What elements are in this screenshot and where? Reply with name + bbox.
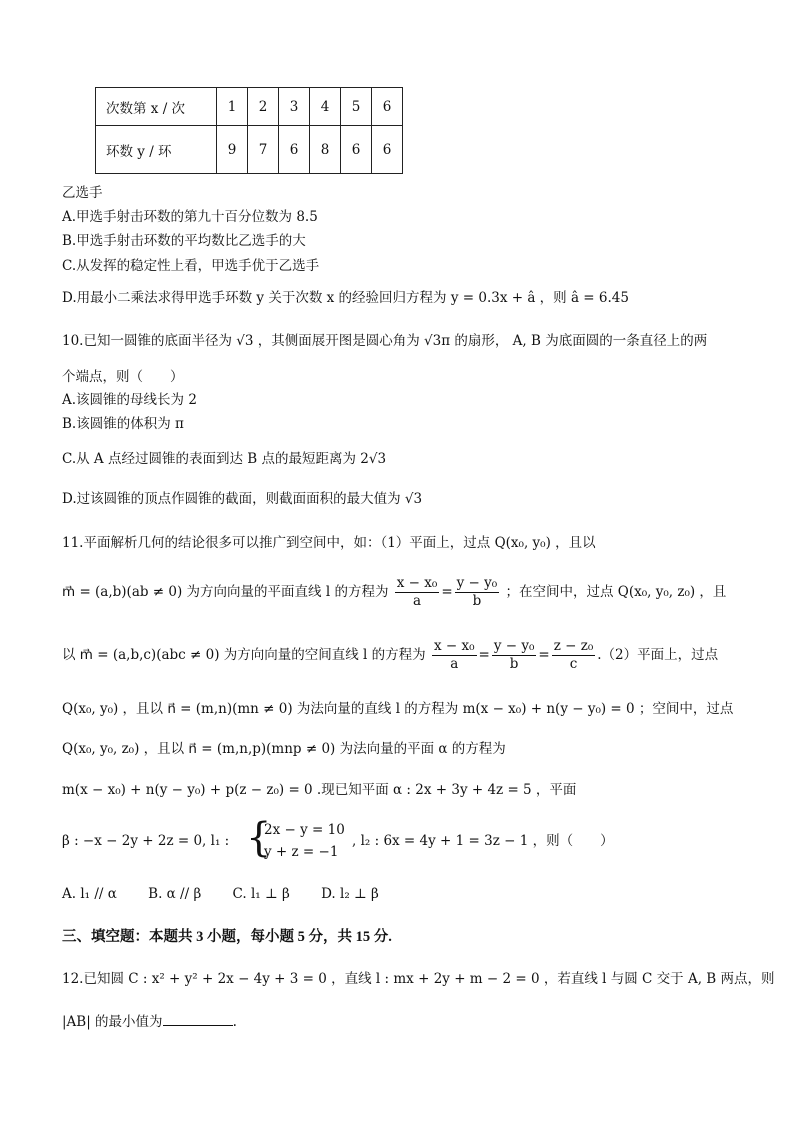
table-cell: 2 [248, 88, 279, 126]
q9-option-d: D.用最小二乘法求得甲选手环数 y 关于次数 x 的经验回归方程为 y = 0.3x + â ，则 â = 6.45 [62, 290, 629, 306]
fraction [552, 638, 596, 673]
q9-option-a: A.甲选手射击环数的第九十百分位数为 8.5 [62, 209, 318, 225]
table-header-cell: 环数 y / 环 [96, 126, 217, 174]
fraction [455, 575, 500, 610]
q12-line2-text: |AB| 的最小值为 [62, 1014, 163, 1030]
q11-line1: 11.平面解析几何的结论很多可以推广到空间中，如：（1）平面上，过点 Q(x₀, y₀) ，且以 [62, 535, 596, 551]
q10-option-b: B.该圆锥的体积为 π [62, 416, 184, 432]
denominator: a [413, 593, 422, 609]
fraction [432, 638, 477, 673]
table-cell: 5 [341, 88, 372, 126]
q11-line3: 以 m⃗ = (a,b,c)(abc ≠ 0) 为方向向量的空间直线 l 的方程为 $\frac{\text{x − x₀}}{a}$ = $\frac{\text{y − y₀}}{b}$ = $\frac{\text{z − z₀}}{c}$ .（2）平面上，过点 [62, 638, 719, 672]
q11-line2: m⃗ = (a,b)(ab ≠ 0) 为方向向量的平面直线 l 的方程为 $\frac{\text{x − x₀}}{a}$ = $\frac{\text{y − y₀}}{b}$ ；在空间中，过点 Q(x₀, y₀, z₀) ，且 [62, 575, 727, 609]
q10-option-a: A.该圆锥的母线长为 2 [62, 392, 197, 408]
shooting-data-table [95, 87, 403, 174]
table-cell: 6 [341, 126, 372, 174]
numerator: y − y₀ [493, 638, 535, 654]
table-cell: 6 [372, 88, 403, 126]
table-cell: 3 [279, 88, 310, 126]
numerator: y − y₀ [456, 575, 498, 591]
system-equation-2: y + z = −1 [264, 844, 339, 860]
q11-line4: Q(x₀, y₀) ，且以 n⃗ = (m,n)(mn ≠ 0) 为法向量的直线 l 的方程为 m(x − x₀) + n(y − y₀) = 0 ；空间中，过点 [62, 701, 734, 717]
numerator: z − z₀ [553, 638, 594, 654]
table-cell: 1 [217, 88, 248, 126]
denominator: c [569, 656, 578, 672]
q11-line2-text-a: m⃗ = (a,b)(ab ≠ 0) 为方向向量的平面直线 l 的方程为 [62, 584, 389, 600]
denominator: a [450, 656, 459, 672]
table-cell: 6 [372, 126, 403, 174]
table-row [96, 126, 403, 174]
table-cell: 9 [217, 126, 248, 174]
table-cell: 4 [310, 88, 341, 126]
q11-options: A. l₁ // α B. α // β C. l₁ ⊥ β D. l₂ ⊥ β [62, 886, 379, 902]
q10-stem-line1: 10.已知一圆锥的底面半径为 √3 ，其侧面展开图是圆心角为 √3π 的扇形， A, B 为底面圆的一条直径上的两 [62, 333, 708, 349]
q11-line6: m(x − x₀) + n(y − y₀) + p(z − z₀) = 0 .现已知平面 α : 2x + 3y + 4z = 5 ，平面 [62, 782, 577, 798]
q10-stem-line2: 个端点，则（ ） [62, 369, 184, 385]
q11-line7-a: β : −x − 2y + 2z = 0, l₁ : [62, 833, 230, 849]
table-row [96, 88, 403, 126]
q11-line2-text-b: ；在空间中，过点 Q(x₀, y₀, z₀) ，且 [505, 584, 727, 600]
q9-option-b: B.甲选手射击环数的平均数比乙选手的大 [62, 233, 306, 249]
q12-period: . [232, 1014, 237, 1030]
q11-line3-text-a: 以 m⃗ = (a,b,c)(abc ≠ 0) 为方向向量的空间直线 l 的方程为 [62, 647, 426, 663]
q11-line3-text-b: .（2）平面上，过点 [597, 647, 719, 663]
numerator: x − x₀ [396, 575, 438, 591]
section-heading: 三、填空题：本题共 3 小题，每小题 5 分，共 15 分. [62, 929, 392, 945]
table-cell: 8 [310, 126, 341, 174]
q11-line5: Q(x₀, y₀, z₀) ，且以 n⃗ = (m,n,p)(mnp ≠ 0) 为法向量的平面 α 的方程为 [62, 741, 506, 757]
q12-line2 [62, 1012, 237, 1031]
q12-line1: 12.已知圆 C : x² + y² + 2x − 4y + 3 = 0 ，直线 l : mx + 2y + m − 2 = 0 ，若直线 l 与圆 C 交于 A, B 两点，则 [62, 971, 775, 987]
q11-line7-b: , l₂ : 6x = 4y + 1 = 3z − 1 ，则（ ） [352, 833, 614, 849]
answer-blank[interactable] [163, 1012, 233, 1026]
q9-option-c: C.从发挥的稳定性上看，甲选手优于乙选手 [62, 258, 320, 274]
q10-option-c: C.从 A 点经过圆锥的表面到达 B 点的最短距离为 2√3 [62, 451, 387, 467]
table-cell: 6 [279, 126, 310, 174]
system-equation-1: 2x − y = 10 [264, 822, 345, 838]
table-cell: 7 [248, 126, 279, 174]
denominator: b [509, 656, 519, 672]
table-header-cell: 次数第 x / 次 [96, 88, 217, 126]
brace-symbol: { [246, 815, 272, 861]
table-caption: 乙选手 [62, 185, 103, 201]
denominator: b [472, 593, 482, 609]
fraction [395, 575, 440, 610]
fraction [492, 638, 537, 673]
numerator: x − x₀ [433, 638, 475, 654]
q10-option-d: D.过该圆锥的顶点作圆锥的截面，则截面面积的最大值为 √3 [62, 491, 423, 507]
